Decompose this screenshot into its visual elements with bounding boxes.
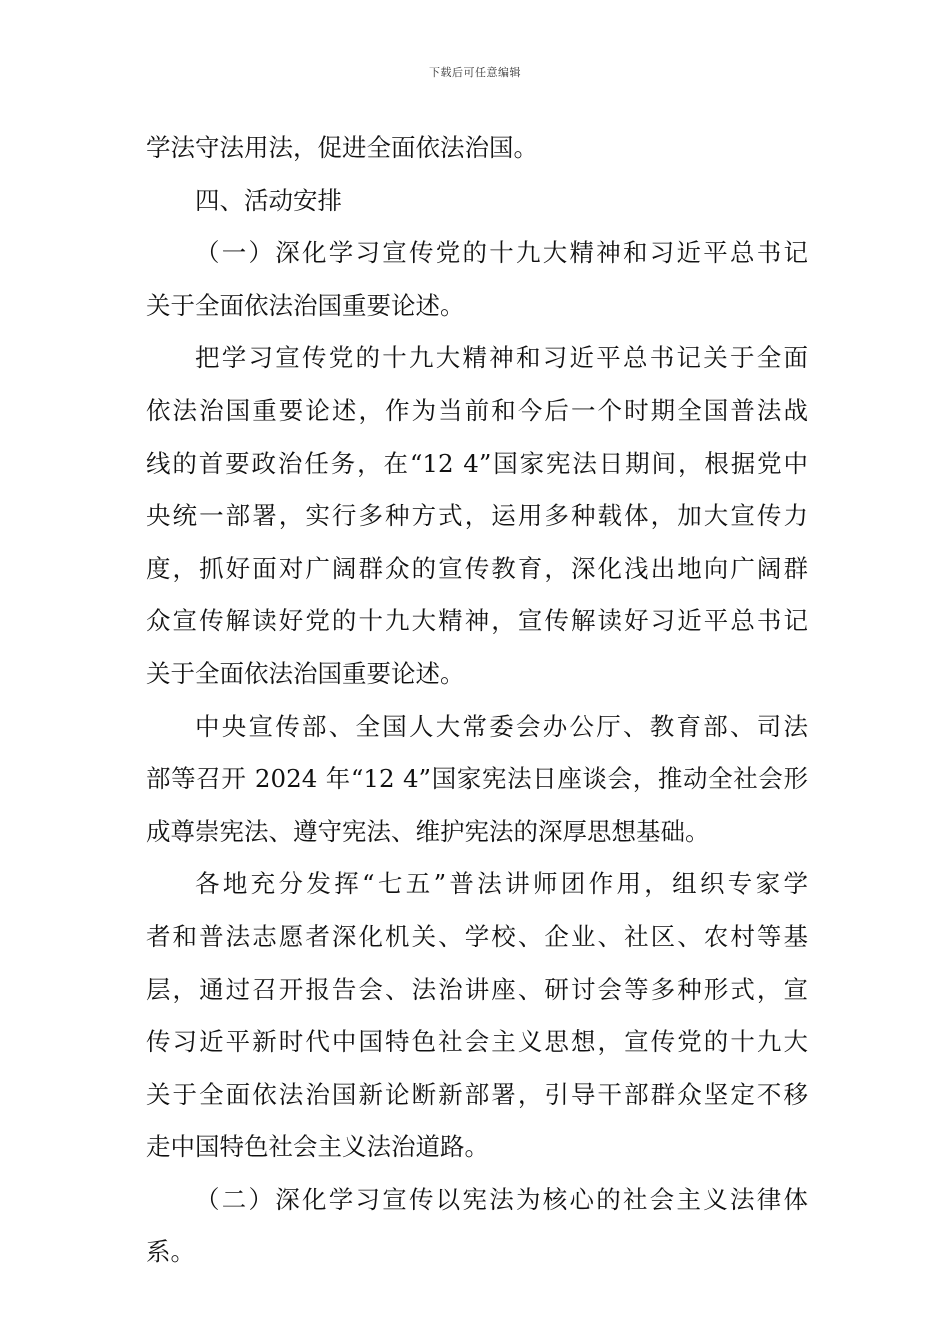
text-line: 把学习宣传党的十九大精神和习近平总书记关于全面 [195,343,808,373]
text-line: 成尊崇宪法、遵守宪法、维护宪法的深厚思想基础。 [146,816,710,846]
text-line: 各地充分发挥“七五”普法讲师团作用，组织专家学 [195,869,808,899]
text-line: 中央宣传部、全国人大常委会办公厅、教育部、司法 [195,711,808,741]
subsection-heading: （二）深化学习宣传以宪法为核心的社会主义法律体 [195,1184,808,1214]
text-line: 传习近平新时代中国特色社会主义思想，宣传党的十九大 [146,1027,808,1057]
text-line: 系。 [146,1237,195,1267]
text-line: 央统一部署，实行多种方式，运用多种载体，加大宣传力 [146,501,808,531]
text-line: 走中国特色社会主义法治道路。 [146,1132,489,1162]
text-line: 线的首要政治任务，在“12 4”国家宪法日期间，根据党中 [146,448,808,478]
text-line: 者和普法志愿者深化机关、学校、企业、社区、农村等基 [146,921,808,951]
text-line: 关于全面依法治国重要论述。 [146,658,465,688]
text-line: 关于全面依法治国新论断新部署，引导干部群众坚定不移 [146,1079,808,1109]
text-line: 学法守法用法，促进全面依法治国。 [146,133,538,162]
text-line: 层，通过召开报告会、法治讲座、研讨会等多种形式，宣 [146,974,808,1004]
text-line: 关于全面依法治国重要论述。 [146,290,465,320]
page-header: 下载后可任意编辑 [429,66,521,79]
text-line: 部等召开 2024 年“12 4”国家宪法日座谈会，推动全社会形 [146,764,808,794]
text-line: 众宣传解读好党的十九大精神，宣传解读好习近平总书记 [146,606,808,636]
text-line: 依法治国重要论述，作为当前和今后一个时期全国普法战 [146,395,808,425]
document-body [146,122,808,1279]
text-line: 度，抓好面对广阔群众的宣传教育，深化浅出地向广阔群 [146,553,808,583]
section-heading: 四、活动安排 [195,185,342,215]
subsection-heading: （一）深化学习宣传党的十九大精神和习近平总书记 [195,238,808,268]
